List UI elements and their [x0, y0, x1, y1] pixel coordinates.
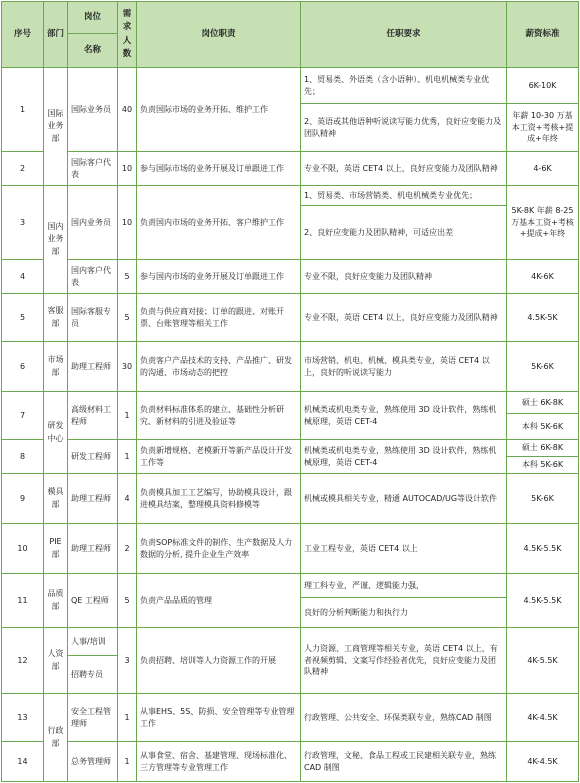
header-position: 岗位 [68, 2, 118, 34]
cell-position: 国际业务员 [68, 68, 118, 152]
header-requirement: 任职要求 [301, 2, 507, 68]
cell-duty: 负责国际市场的业务开拓、维护工作 [137, 68, 301, 152]
cell-position: 研发工程师 [68, 440, 118, 474]
table-row [2, 440, 579, 457]
cell-requirement: 1、贸易类、外语类（含小语种）、机电机械类专业优先； [301, 68, 507, 104]
cell-requirement: 专业不限，良好应变能力及团队精神 [301, 260, 507, 294]
cell-salary: 硕士 6K-8K [507, 440, 579, 457]
cell-headcount: 10 [118, 186, 137, 260]
header-seq: 序号 [2, 2, 44, 68]
cell-position: 总务管理师 [68, 742, 118, 782]
cell-seq: 13 [2, 694, 44, 742]
cell-headcount: 1 [118, 392, 137, 440]
cell-duty: 负责国内市场的业务开拓、客户维护工作 [137, 186, 301, 260]
cell-requirement: 行政管理、公共安全、环保类联专业，熟练CAD 制图 [301, 694, 507, 742]
cell-dept: 品质部 [44, 574, 68, 628]
table-row [2, 694, 579, 742]
table-row [2, 186, 579, 206]
cell-position: 高级材料工程师 [68, 392, 118, 440]
cell-seq: 11 [2, 574, 44, 628]
cell-seq: 5 [2, 294, 44, 342]
cell-headcount: 10 [118, 152, 137, 186]
table-row [2, 152, 579, 186]
cell-position: 安全工程管理师 [68, 694, 118, 742]
header-position-name: 名称 [68, 34, 118, 68]
cell-salary: 年薪 10-30 万基本工资+考核+提成+年终 [507, 104, 579, 152]
cell-duty: 负责材料标准体系的建立、基础性分析研究、新材料的引进及验证等 [137, 392, 301, 440]
cell-salary: 4K-4.5K [507, 742, 579, 782]
cell-seq: 12 [2, 628, 44, 694]
cell-headcount: 40 [118, 68, 137, 152]
table-row [2, 742, 579, 782]
table-row [2, 342, 579, 392]
cell-dept: 客服部 [44, 294, 68, 342]
cell-dept: 研发中心 [44, 392, 68, 474]
cell-salary: 4K-4.5K [507, 694, 579, 742]
header-row [2, 2, 579, 34]
cell-salary: 5K-8K 年薪 8-25万基本工资+考核+提成+年终 [507, 186, 579, 260]
cell-duty: 负责与供应商对接；订单的跟进、对账开票、台账管理等相关工作 [137, 294, 301, 342]
cell-duty: 从事EHS、5S、防损、安全管理等专业管理工作 [137, 694, 301, 742]
cell-headcount: 5 [118, 294, 137, 342]
cell-headcount: 1 [118, 440, 137, 474]
cell-dept: 人资部 [44, 628, 68, 694]
cell-duty: 负责SOP标准文件的制作、生产数据及人力数据的分析, 提升企业生产效率 [137, 524, 301, 574]
header-dept: 部门 [44, 2, 68, 68]
cell-requirement: 理工科专业，严谨、逻辑能力强， [301, 574, 507, 598]
cell-requirement: 机械类或机电类专业，熟练使用 3D 设计软件，熟练机械原理，英语 CET-4 [301, 392, 507, 440]
table-row [2, 68, 579, 104]
cell-requirement: 2、良好应变能力及团队精神，可适应出差 [301, 206, 507, 260]
cell-salary: 4K-5.5K [507, 628, 579, 694]
cell-position: 招聘专员 [68, 656, 118, 694]
cell-duty: 负责产品品质的管理 [137, 574, 301, 628]
cell-seq: 10 [2, 524, 44, 574]
cell-salary: 5K-6K [507, 342, 579, 392]
header-duty: 岗位职责 [137, 2, 301, 68]
cell-headcount: 5 [118, 260, 137, 294]
table-row [2, 574, 579, 598]
cell-duty: 负责客户产品技术的支持、产品推广、研发的沟通、市场动态的把控 [137, 342, 301, 392]
cell-requirement: 行政管理，文秘、食品工程或工民建相关联专业，熟练CAD 制图 [301, 742, 507, 782]
cell-position: 国内客户代表 [68, 260, 118, 294]
cell-requirement: 专业不限，英语 CET4 以上，良好应变能力及团队精神 [301, 294, 507, 342]
cell-dept: 行政部 [44, 694, 68, 782]
cell-duty: 从事食堂、宿舍、基建管理、现场标准化、三方管理等专业管理工作 [137, 742, 301, 782]
cell-salary: 本科 5K-6K [507, 457, 579, 474]
cell-requirement: 1、贸易类、市场营销类、机电机械类专业优先； [301, 186, 507, 206]
cell-requirement: 市场营销、机电、机械、模具类专业，英语 CET4 以上，良好的听说读写能力 [301, 342, 507, 392]
cell-position: 人事/培训 [68, 628, 118, 656]
cell-salary: 6K-10K [507, 68, 579, 104]
cell-seq: 8 [2, 440, 44, 474]
cell-headcount: 1 [118, 742, 137, 782]
table-row [2, 628, 579, 656]
cell-seq: 2 [2, 152, 44, 186]
cell-requirement: 2、英语或其他语种听说读写能力优秀，良好应变能力及团队精神 [301, 104, 507, 152]
cell-seq: 6 [2, 342, 44, 392]
cell-headcount: 5 [118, 574, 137, 628]
table-row [2, 260, 579, 294]
cell-headcount: 30 [118, 342, 137, 392]
header-salary: 薪资标准 [507, 2, 579, 68]
cell-position: 国际客户代表 [68, 152, 118, 186]
cell-salary: 4-6K [507, 152, 579, 186]
cell-duty: 负责新增规格、老模新开等新产品设计开发工作等 [137, 440, 301, 474]
cell-duty: 负责招聘、培训等人力资源工作的开展 [137, 628, 301, 694]
cell-seq: 9 [2, 474, 44, 524]
cell-dept: 模具部 [44, 474, 68, 524]
cell-headcount: 2 [118, 524, 137, 574]
cell-seq: 14 [2, 742, 44, 782]
cell-requirement: 机械或模具相关专业，精通 AUTOCAD/UG等设计软件 [301, 474, 507, 524]
cell-headcount: 3 [118, 628, 137, 694]
cell-headcount: 4 [118, 474, 137, 524]
cell-duty: 参与国内市场的业务开展及订单跟进工作 [137, 260, 301, 294]
cell-position: 国内业务员 [68, 186, 118, 260]
cell-requirement: 工业工程专业，英语 CET4 以上 [301, 524, 507, 574]
cell-seq: 4 [2, 260, 44, 294]
cell-position: 助理工程师 [68, 474, 118, 524]
cell-position: 助理工程师 [68, 342, 118, 392]
table-row [2, 392, 579, 414]
cell-salary: 5K-6K [507, 474, 579, 524]
cell-seq: 7 [2, 392, 44, 440]
table-row [2, 294, 579, 342]
cell-duty: 参与国际市场的业务开展及订单跟进工作 [137, 152, 301, 186]
cell-dept: PIE部 [44, 524, 68, 574]
cell-salary: 4.5K-5.5K [507, 574, 579, 628]
table-row [2, 474, 579, 524]
cell-duty: 负责模具加工工艺编写，协助模具设计，跟进模具结案，整理模具资料修模等 [137, 474, 301, 524]
cell-dept: 市场部 [44, 342, 68, 392]
cell-salary: 4K-6K [507, 260, 579, 294]
recruitment-table [1, 1, 579, 782]
cell-position: 助理工程师 [68, 524, 118, 574]
cell-requirement: 专业不限，英语 CET4 以上，良好应变能力及团队精神 [301, 152, 507, 186]
cell-requirement: 人力资源、工商管理等相关专业，英语 CET4 以上，有者视频剪辑、文案写作经验者优先，良好应变能力及团队精神 [301, 628, 507, 694]
cell-dept: 国际业务部 [44, 68, 68, 186]
cell-salary: 4.5K-5.5K [507, 524, 579, 574]
header-headcount: 需求人数 [118, 2, 137, 68]
cell-position: QE 工程师 [68, 574, 118, 628]
cell-dept: 国内业务部 [44, 186, 68, 294]
cell-requirement: 机械类或机电类专业，熟练使用 3D 设计软件，熟练机械原理，英语 CET-4 [301, 440, 507, 474]
cell-seq: 3 [2, 186, 44, 260]
cell-requirement: 良好的分析判断能力和执行力 [301, 598, 507, 628]
cell-position: 国际客服专员 [68, 294, 118, 342]
cell-salary: 硕士 6K-8K [507, 392, 579, 414]
cell-seq: 1 [2, 68, 44, 152]
table-row [2, 524, 579, 574]
cell-salary: 本科 5K-6K [507, 414, 579, 440]
cell-headcount: 1 [118, 694, 137, 742]
cell-salary: 4.5K-5K [507, 294, 579, 342]
